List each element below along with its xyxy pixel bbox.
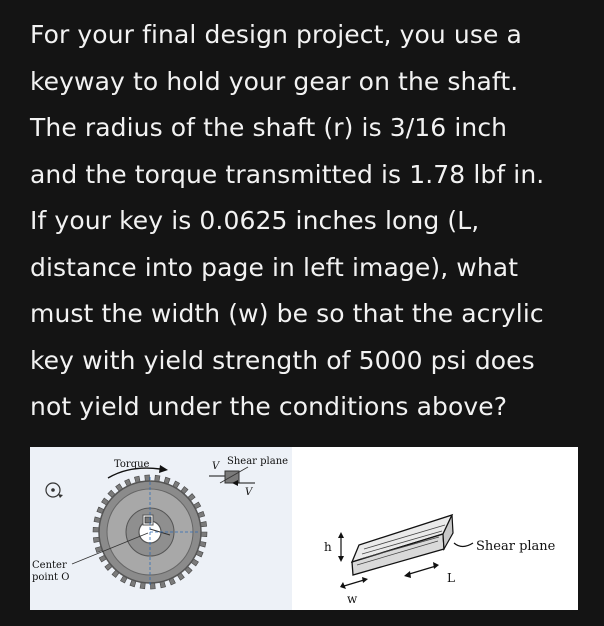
- gear-key-svg: [30, 447, 292, 610]
- v-label-top: V: [212, 461, 220, 472]
- h-label: h: [324, 540, 332, 554]
- rotation-center-dot: [51, 488, 55, 492]
- torque-label: Torque: [114, 459, 150, 470]
- figure-panel: [30, 447, 578, 610]
- center-label-line2: point O: [32, 572, 70, 583]
- question-text: For your final design project, you use a keyway to hold your gear on the shaft. The radius of the shaft (r) is 3/16 inch and the torque transmitted is 1.78 lbf in. If your key is 0.0625 inches long (L, distance into page in left image), what must the width (w) be so that the acrylic key with yield strength of 5000 psi does not yield under the conditions above?: [30, 20, 545, 421]
- shear-plane-label-right: Shear plane: [476, 539, 556, 554]
- w-label: w: [347, 592, 358, 606]
- center-label-line1: Center: [32, 560, 67, 571]
- shear-plane-label-left: Shear plane: [227, 456, 289, 467]
- v-label-bottom: V: [245, 487, 253, 498]
- key-sketch: [292, 447, 578, 610]
- gear-key-diagram: [30, 447, 292, 610]
- l-label: L: [447, 571, 455, 585]
- key-sketch-svg: [292, 447, 578, 610]
